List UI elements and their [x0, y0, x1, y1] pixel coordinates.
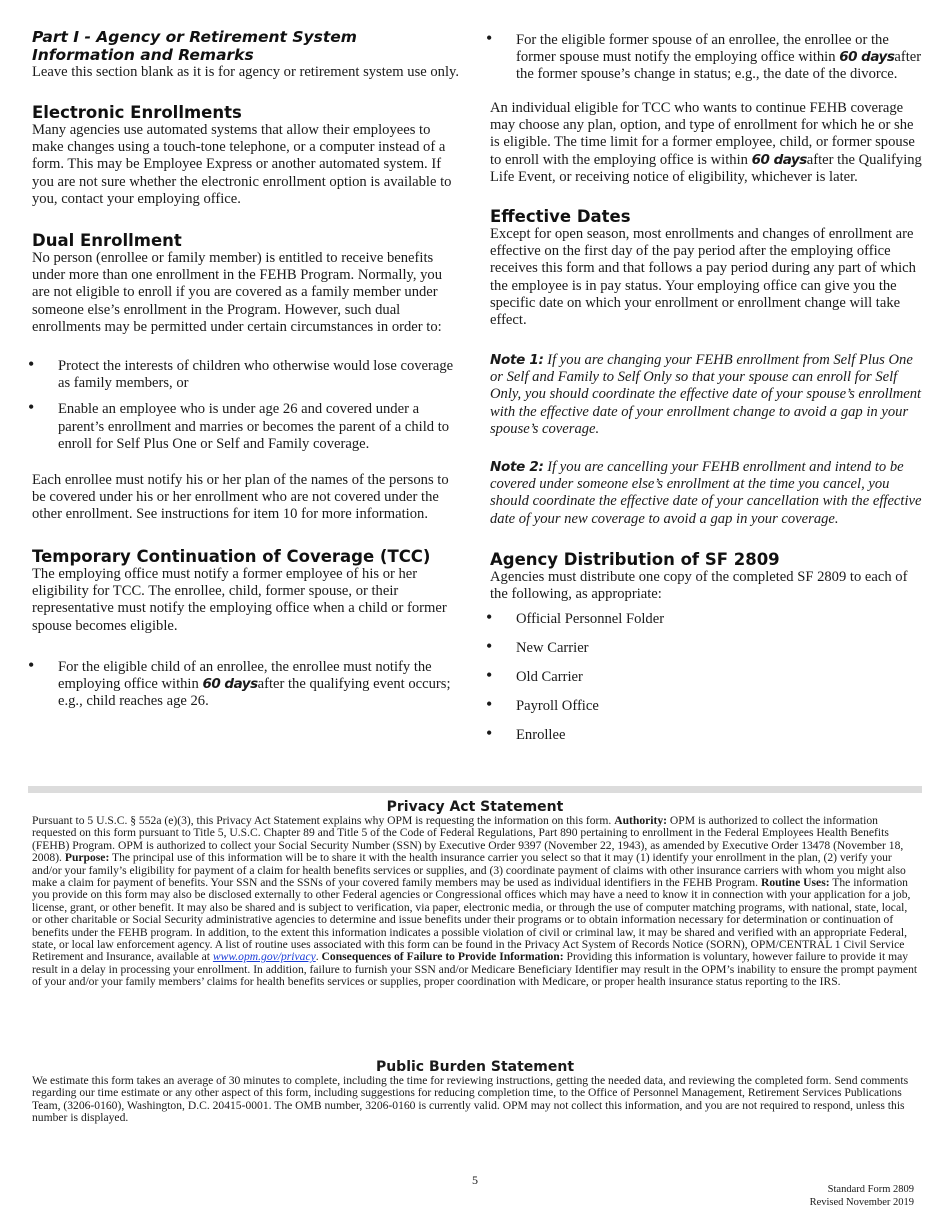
list-item-text: Official Personnel Folder — [516, 611, 665, 628]
section-divider — [28, 786, 922, 793]
bullet-icon: • — [28, 354, 35, 375]
bullet-icon: • — [486, 607, 493, 628]
effective-text: Except for open season, most enrollments and changes of enrollment are effective on the first day of the pay period after the employing office receives this form and that follows a pay period during any part of which the employee is in pay status. Your employing office can give you the specific date on which your enrollment or enrollment change will take effect. — [490, 226, 916, 329]
distribution-heading: Agency Distribution of SF 2809 — [490, 550, 780, 569]
list-item — [486, 722, 922, 756]
text-segment: The information you provide on this form may also be disclosed externally to other Federal agencies or Congressional offices which may have a need to know it in connection with your application for a job, license, grant, or other benefit. It may also be shared and is subject to verification, via paper, electronic media, or through the use of computer matching programs, with national, state, local, or other charitable or Social Security administrative agencies to determine and issue benefits under their programs or to obtain information necessary for determination or continuation of benefits under the FEHB program. In addition, to the extent this information indicates a possible violation of civil or criminal law, it may be shared and verified with an appropriate Federal, state, or local law enforcement agency. A list of routine uses associated with this form can be found in the Privacy Act System of Records Notice (SORN), OPM/CENTRAL 1 Civil Service Retirement and Insurance, available at — [32, 876, 911, 964]
routine-uses-label: Routine Uses: — [760, 876, 830, 890]
bullet-text: after the former spouse’s change in status; e.g., the date of the divorce. — [516, 49, 922, 83]
effective-section — [490, 207, 922, 329]
bullet-icon: • — [486, 636, 493, 657]
bullet-text: For the eligible child of an enrollee, the enrollee must notify the employing office within — [58, 658, 432, 693]
list-item — [486, 665, 922, 698]
bullet-text: Protect the interests of children who otherwise would lose coverage as family members, or — [58, 358, 454, 392]
note2 — [490, 459, 922, 528]
paragraph-text: An individual eligible for TCC who wants to continue FEHB coverage may choose any plan, option, and type of enrollment for which he or she is eligible. The time limit for a former employee, child, or former spouse to enroll with the employing office is within — [490, 100, 915, 168]
bullet-text: Enable an employee who is under age 26 and covered under a parent’s enrollment and marries or becomes the parent of a child to enroll for Self Plus One or Self and Family coverage. — [58, 401, 450, 452]
dual-section — [28, 231, 460, 524]
part1-heading: Part I - Agency or Retirement System Information and Remarks — [32, 28, 357, 64]
note1 — [490, 352, 922, 438]
authority-label: Authority: — [614, 814, 668, 827]
consequences-label: Consequences of Failure to Provide Information: — [321, 950, 564, 964]
electronic-section — [32, 103, 460, 208]
effective-heading: Effective Dates — [490, 207, 631, 226]
bullet-icon: • — [28, 397, 35, 418]
part1-section — [32, 28, 460, 81]
tcc-text: The employing office must notify a former employee of his or her eligibility for TCC. The enrollee, child, former spouse, or their representative must notify the employing office when a child or former spouse becomes eligible. — [32, 566, 447, 634]
dual-text-2: Each enrollee must notify his or her plan of the names of the persons to be covered under his or her enrollment who are not covered under the other enrollment. See instructions for item 10 for more information. — [32, 472, 449, 523]
privacy-link[interactable]: www.opm.gov/privacy — [212, 950, 316, 964]
tcc-heading: Temporary Continuation of Coverage (TCC) — [32, 547, 431, 566]
note2-text: If you are cancelling your FEHB enrollment and intend to be covered under someone else’s enrollment at the time you cancel, you should coordinate the effective date of your cancellation with the effective date of your new coverage to avoid a gap in your coverage. — [490, 459, 922, 527]
bullet-icon: • — [486, 693, 493, 714]
form-name: Standard Form 2809 — [827, 1184, 914, 1195]
bullet-icon: • — [486, 665, 493, 685]
days-emphasis: 60 days — [751, 151, 807, 168]
paragraph-text: after the Qualifying Life Event, or receiving notice of eligibility, whichever is later. — [490, 151, 922, 185]
list-item — [486, 607, 922, 640]
tcc-section — [28, 547, 460, 710]
list-item — [28, 397, 460, 453]
text-segment: Providing this information is voluntary, however failure to provide it may result in a delay in processing your enrollment. In addition, failure to furnish your SSN and/or Medicare Beneficiary Identifier may result in the OPM’s inability to ensure the prompt payment of your and/or your family members’ claims for health benefits services or supplies, proper coordination with Medicare, or proper health insurance status reporting to the IRS. — [32, 950, 918, 989]
bullet-icon: • — [486, 28, 493, 48]
list-item — [28, 354, 460, 392]
part1-text: Leave this section blank as it is for agency or retirement system use only. — [32, 64, 460, 80]
days-emphasis: 60 days — [839, 49, 895, 66]
burden-heading: Public Burden Statement — [375, 1059, 575, 1075]
list-item-text: Old Carrier — [516, 669, 583, 685]
list-item — [486, 28, 922, 84]
form-revision: Revised November 2019 — [809, 1196, 914, 1208]
distribution-section — [486, 550, 922, 755]
note2-label: Note 2: — [490, 459, 544, 475]
bullet-text: For the eligible former spouse of an enrollee, the enrollee or the former spouse must notify the employing office within — [516, 32, 889, 66]
privacy-heading: Privacy Act Statement — [386, 799, 564, 815]
purpose-label: Purpose: — [64, 851, 110, 865]
bullet-text: after the qualifying event occurs; e.g., child reaches age 26. — [58, 676, 451, 710]
list-item — [28, 654, 460, 711]
tcc-eligibility-paragraph — [490, 100, 922, 186]
burden-text: We estimate this form takes an average of 30 minutes to complete, including the time for reviewing instructions, getting the needed data, and reviewing the completed form. Send comments regarding our time estimate or any other aspect of this form, including suggestions for reducing completion time, to the Office of Personnel Management, Retirement Services Publications Team, (3206-0160), Washington, D.C. 20415-0001. The OMB number, 3206-0160 is currently valid. OPM may not collect this information, and you are not required to respond, unless this number is displayed. — [32, 1074, 909, 1125]
electronic-text: Many agencies use automated systems that allow their employees to make changes using a touch-tone telephone, or a computer instead of a form. This may be Employee Express or another automated system. If you are not sure whether the electronic enrollment option is available to you, contact your employing office. — [32, 122, 452, 207]
list-item — [486, 636, 922, 669]
text-segment: OPM is authorized to collect the information requested on this form pursuant to Title 5, U.S.C. Chapter 89 and Title 5 of the Code of Federal Regulations, Part 890 pertaining to enrollment in the Federal Employees Health Benefits (FEHB) Program. OPM is authorized to collect your Social Security Number (SSN) by Executive Order 9397 (November 22, 1943), as amended by Executive Order 13478 (November 18, 2008). — [32, 814, 904, 865]
privacy-text — [32, 815, 918, 989]
electronic-heading: Electronic Enrollments — [32, 103, 242, 122]
distribution-text: Agencies must distribute one copy of the completed SF 2809 to each of the following, as appropriate: — [490, 569, 908, 603]
page-number: 5 — [472, 1173, 478, 1187]
spouse-bullet — [486, 28, 922, 84]
days-emphasis: 60 days — [202, 676, 258, 693]
distribution-list — [486, 607, 922, 755]
form-id — [810, 1184, 914, 1209]
bullet-icon: • — [486, 722, 493, 743]
text-segment: Pursuant to 5 U.S.C. § 552a (e)(3), this Privacy Act Statement explains why OPM is requesting the information on this form. — [32, 814, 615, 827]
privacy-section — [32, 799, 918, 989]
note1-label: Note 1: — [490, 352, 544, 368]
list-item-text: Enrollee — [516, 726, 566, 743]
burden-section — [32, 1059, 918, 1125]
note1-text: If you are changing your FEHB enrollment from Self Plus One or Self and Family to Self Only so that your spouse can enroll for Self Only, you should coordinate the effective date of your spouse’s enrollment with the effective date of your enrollment change to avoid a gap in your spouse’s coverage. — [490, 352, 922, 437]
text-segment: . — [315, 950, 322, 964]
list-item — [486, 693, 922, 727]
bullet-icon: • — [28, 654, 35, 675]
list-item-text: New Carrier — [516, 640, 589, 657]
dual-text: No person (enrollee or family member) is entitled to receive benefits under more than one enrollment in the FEHB Program. Normally, you are not eligible to enroll if you are covered as a family member under someone else’s enrollment in the Program. However, such dual enrollments may be permitted under certain circumstances in order to: — [32, 250, 443, 335]
dual-heading: Dual Enrollment — [32, 231, 182, 250]
list-item-text: Payroll Office — [516, 697, 599, 714]
text-segment: The principal use of this information will be to share it with the health insurance carrier you select so that it may (1) identify your enrollment in the plan, (2) verify your and/or your family’s eligibility for payment of a claim for health benefits services or supplies, and (3) coordinate payment of claims with other insurance carriers with whom you might also make a claim for payment of benefits. Your SSN and the SSNs of your covered family members may be used as individual identifiers in the FEHB Program. — [32, 851, 906, 890]
